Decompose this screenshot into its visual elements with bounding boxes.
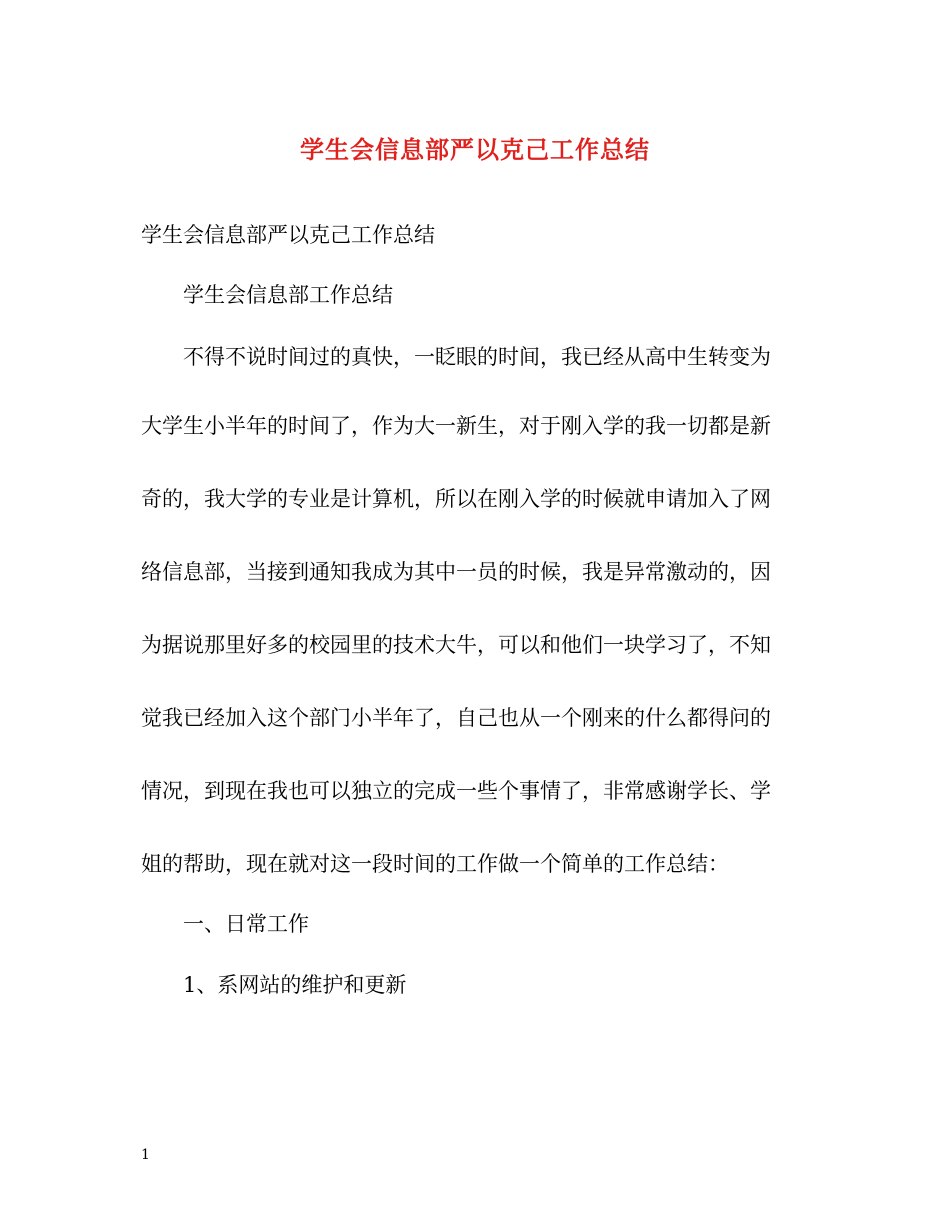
body-line-3: 奇的，我大学的专业是计算机，所以在刚入学的时候就申请加入了网	[141, 487, 771, 511]
body-line-2: 大学生小半年的时间了，作为大一新生，对于刚入学的我一切都是新	[141, 414, 771, 438]
body-line-1: 不得不说时间过的真快，一眨眼的时间，我已经从高中生转变为	[183, 345, 771, 369]
subheading-line: 学生会信息部工作总结	[183, 283, 393, 307]
page-number: 1	[141, 1147, 150, 1163]
section-heading-daily-work: 一、日常工作	[183, 912, 309, 936]
document-title: 学生会信息部严以克己工作总结	[300, 135, 650, 164]
body-line-5: 为据说那里好多的校园里的技术大牛，可以和他们一块学习了，不知	[141, 633, 771, 657]
paragraph-heading-line: 学生会信息部严以克己工作总结	[141, 223, 435, 247]
body-line-8: 姐的帮助，现在就对这一段时间的工作做一个简单的工作总结：	[141, 852, 729, 876]
body-line-4: 络信息部，当接到通知我成为其中一员的时候，我是异常激动的，因	[141, 560, 771, 584]
body-line-7: 情况，到现在我也可以独立的完成一些个事情了，非常感谢学长、学	[141, 779, 771, 803]
body-line-6: 觉我已经加入这个部门小半年了，自己也从一个刚来的什么都得问的	[141, 706, 771, 730]
list-item-website-maintenance: 1、系网站的维护和更新	[183, 973, 407, 997]
